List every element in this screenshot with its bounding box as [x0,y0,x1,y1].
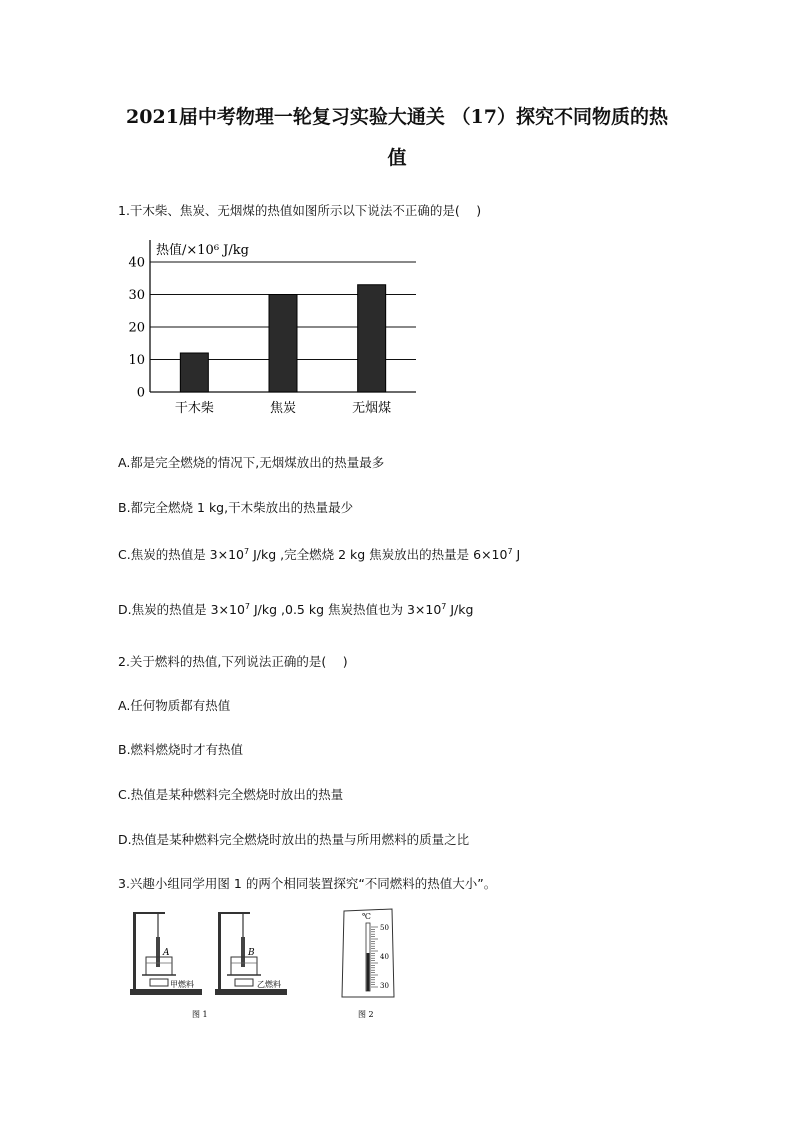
q1-stem: 1.干木柴、焦炭、无烟煤的热值如图所示以下说法不正确的是( ) [118,203,482,218]
q2-option-d: D.热值是某种燃料完全燃烧时放出的热量与所用燃料的质量之比 [118,832,470,847]
y-tick-label: 30 [128,288,145,303]
q1-option-a: A.都是完全燃烧的情况下,无烟煤放出的热量最多 [118,455,385,470]
y-tick-label: 10 [128,353,145,368]
thermometer-tick-50: 50 [380,924,389,932]
apparatus-a [130,913,202,995]
heat-value-bar-chart [118,232,428,422]
fuel-a-label: 甲燃料 [170,980,194,989]
y-tick-label: 20 [128,320,145,336]
q1-option-d-mid: J/kg ,0.5 kg 焦炭热值也为 3×10 [250,602,442,617]
label-a: A [163,948,170,958]
figure-1-caption: 图 1 [192,1010,208,1019]
q1-option-d [118,600,473,618]
label-b: B [248,948,255,958]
q1-option-d-exp1: 7 [244,601,250,611]
q1-option-c-exp1: 7 [244,546,250,556]
q1-option-d-pre: D.焦炭的热值是 3×10 [118,602,245,617]
q1-option-c-mid: J/kg ,完全燃烧 2 kg 焦炭放出的热量是 6×10 [249,547,508,562]
q1-option-c-exp2: 7 [507,546,513,556]
page-title-line1: 2021届中考物理一轮复习实验大通关 （17）探究不同物质的热 [126,106,668,128]
fuel-b-label: 乙燃料 [257,980,281,989]
thermometer-tick-30: 30 [380,982,389,990]
x-category-label: 无烟煤 [352,401,392,416]
q2-stem: 2.关于燃料的热值,下列说法正确的是( ) [118,654,348,669]
figure-2-thermometer [330,905,405,1020]
figure-2-caption: 图 2 [358,1010,374,1019]
bar [269,295,297,393]
q2-option-c: C.热值是某种燃料完全燃烧时放出的热量 [118,787,344,802]
q3-stem: 3.兴趣小组同学用图 1 的两个相同装置探究“不同燃料的热值大小”。 [118,876,497,891]
q1-option-b: B.都完全燃烧 1 kg,干木柴放出的热量最少 [118,500,354,515]
thermometer-unit: ℃ [362,912,371,921]
bar [180,353,208,392]
thermometer-tick-40: 40 [380,953,389,961]
figure-1-apparatus [120,905,310,1020]
bar [358,285,386,392]
q1-option-c [118,545,520,563]
x-category-label: 焦炭 [269,401,297,416]
y-tick-label: 0 [136,385,145,401]
page-title-line2: 值 [387,147,407,169]
q2-option-b: B.燃料燃烧时才有热值 [118,742,244,757]
y-tick-label: 40 [128,255,145,271]
q1-option-c-pre: C.焦炭的热值是 3×10 [118,547,245,562]
apparatus-b [215,913,287,995]
x-category-label: 干木柴 [174,401,214,416]
q1-option-d-exp2: 7 [441,601,447,611]
y-axis-label: 热值/×10⁶ J/kg [156,243,249,258]
q2-option-a: A.任何物质都有热值 [118,698,231,713]
q1-option-d-post: J/kg [446,602,474,617]
q1-option-c-post: J [512,547,521,562]
